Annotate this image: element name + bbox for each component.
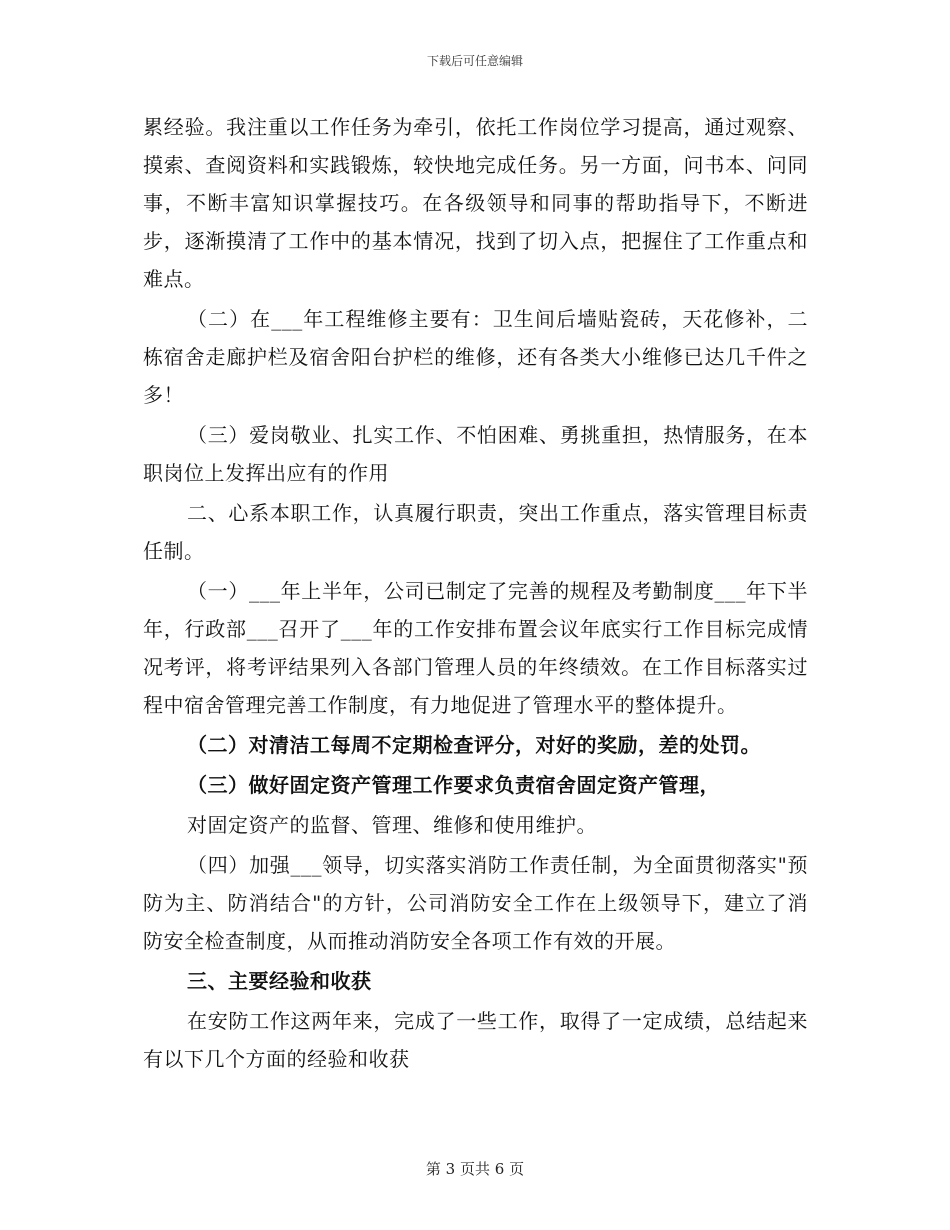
paragraph-summary: 在安防工作这两年来，完成了一些工作，取得了一定成绩，总结起来有以下几个方面的经验和收获	[143, 1009, 808, 1071]
paragraph-dedication: （三）爱岗敬业、扎实工作、不怕困难、勇挑重担，热情服务，在本职岗位上发挥出应有的作用	[143, 423, 808, 485]
paragraph-fixed-assets: （三）做好固定资产管理工作要求负责宿舍固定资产管理，	[187, 773, 720, 797]
document-body	[143, 108, 808, 1080]
paragraph-rules-system: （一）___年上半年，公司已制定了完善的规程及考勤制度___年下半年，行政部___召开了___年的工作安排布置会议年底实行工作目标完成情况考评，将考评结果列入各部门管理人员的年终绩效。在工作目标落实过程中宿舍管理完善工作制度，有力地促进了管理水平的整体提升。	[143, 579, 808, 717]
paragraph-fire-safety: （四）加强___领导，切实落实消防工作责任制，为全面贯彻落实"预防为主、防消结合"的方针，公司消防安全工作在上级领导下，建立了消防安全检查制度，从而推动消防安全各项工作有效的开展。	[143, 853, 808, 953]
paragraph-experience: 累经验。我注重以工作任务为牵引，依托工作岗位学习提高，通过观察、摸索、查阅资料和实践锻炼，较快地完成任务。另一方面，问书本、问同事，不断丰富知识掌握技巧。在各级领导和同事的帮助指导下，不断进步，逐渐摸清了工作中的基本情况，找到了切入点，把握住了工作重点和难点。	[143, 115, 808, 291]
page-number: 第 3 页共 6 页	[425, 1160, 525, 1178]
paragraph-fixed-assets-detail: 对固定资产的监督、管理、维修和使用维护。	[187, 813, 597, 837]
paragraph-maintenance: （二）在___年工程维修主要有：卫生间后墙贴瓷砖，天花修补，二栋宿舍走廊护栏及宿舍阳台护栏的维修，还有各类大小维修已达几千件之多！	[143, 307, 808, 407]
page-header: 下载后可任意编辑	[426, 54, 523, 68]
section-heading-experience: 三、主要经验和收获	[187, 969, 372, 993]
paragraph-cleaning-inspection: （二）对清洁工每周不定期检查评分，对好的奖励，差的处罚。	[187, 733, 761, 757]
paragraph-section-two-heading: 二、心系本职工作，认真履行职责，突出工作重点，落实管理目标责任制。	[143, 501, 808, 563]
